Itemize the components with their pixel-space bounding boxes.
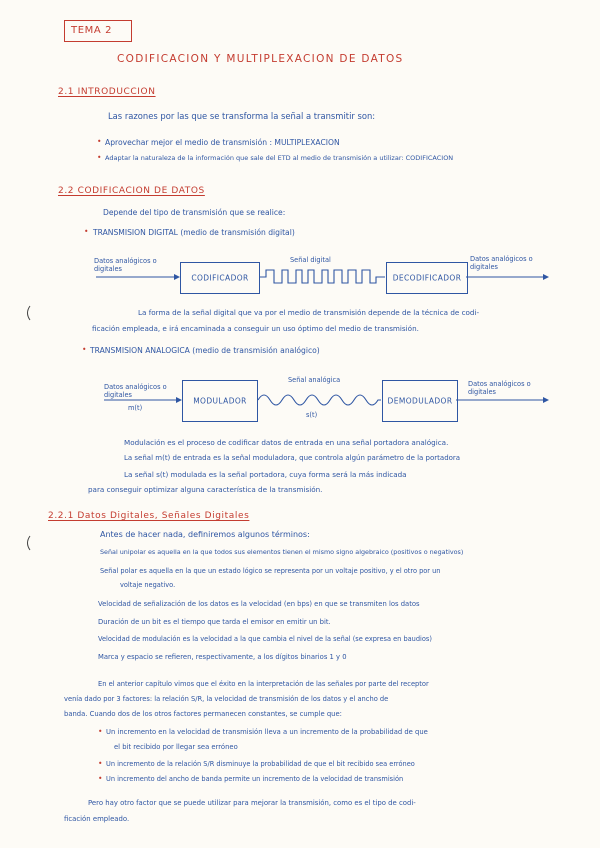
digital-bullet: TRANSMISION DIGITAL (medio de transmisión digital)	[93, 228, 295, 237]
closing-paragraph-line-1: Pero hay otro factor que se puede utilizar para mejorar la transmisión, como es el tipo de codi-	[88, 799, 416, 807]
effect-bullet-3: Un incremento del ancho de banda permite un incremento de la velocidad de transmisión	[106, 775, 404, 783]
definition-polar-line-2: voltaje negativo.	[120, 581, 176, 589]
analog-input-label: Datos analógicos o digitales	[104, 383, 167, 399]
analog-st-label: s(t)	[306, 411, 318, 419]
definition-polar-line-1: Señal polar es aquella en la que un estado lógico se representa por un voltaje positivo, y el otro por un	[100, 567, 441, 575]
tema-label: TEMA 2	[71, 25, 113, 36]
analog-sine-wave	[258, 395, 381, 405]
decoder-label: DECODIFICADOR	[392, 273, 462, 283]
bullet-dot: •	[98, 727, 104, 736]
closing-paragraph-line-2: ficación empleado.	[64, 815, 130, 823]
definition-modulation-rate: Velocidad de modulación es la velocidad a la que cambia el nivel de la señal (se expresa en baudios)	[98, 635, 432, 643]
s21-intro: Las razones por las que se transforma la señal a transmitir son:	[108, 111, 376, 121]
digital-paragraph-line-1: La forma de la señal digital que va por el medio de transmisión depende de la técnica de codi-	[138, 308, 480, 317]
analog-mt-label: m(t)	[128, 404, 143, 412]
effect-bullet-1-line-1: Un incremento en la velocidad de transmisión lleva a un incremento de la probabilidad de que	[106, 728, 428, 736]
modulation-line-4: para conseguir optimizar alguna característica de la transmisión.	[88, 485, 323, 494]
factors-paragraph-line-1: En el anterior capítulo vimos que el éxito en la interpretación de las señales por parte del receptor	[98, 680, 429, 688]
bullet-dot: •	[97, 153, 103, 162]
section-heading-2-1: 2.1 INTRODUCCION	[58, 87, 156, 97]
analog-bullet: TRANSMISION ANALOGICA (medio de transmisión analógico)	[90, 346, 320, 355]
factors-paragraph-line-2: venía dado por 3 factores: la relación S/R, la velocidad de transmisión de los datos y el ancho de	[64, 695, 389, 703]
margin-mark	[28, 536, 31, 550]
bullet-dot: •	[97, 137, 103, 146]
bullet-dot: •	[98, 774, 104, 783]
modulation-line-3: La señal s(t) modulada es la señal portadora, cuya forma será la más indicada	[124, 470, 407, 479]
page-title: CODIFICACION Y MULTIPLEXACION DE DATOS	[117, 53, 404, 65]
s21-bullet-2: Adaptar la naturaleza de la información que sale del ETD al medio de transmisión a utilizar: CODIFICACION	[105, 154, 454, 162]
digital-input-label: Datos analógicos o digitales	[94, 257, 157, 273]
digital-signal-label: Señal digital	[290, 256, 331, 264]
definition-signaling-rate: Velocidad de señalización de los datos es la velocidad (en bps) en que se transmiten los datos	[98, 600, 420, 608]
definition-unipolar: Señal unipolar es aquella en la que todos sus elementos tienen el mismo signo algebraico (positivos o negativos)	[100, 548, 464, 556]
digital-paragraph-line-2: ficación empleada, e irá encaminada a conseguir un uso óptimo del medio de transmisión.	[92, 324, 419, 333]
bullet-dot: •	[82, 345, 88, 354]
s21-bullet-1: Aprovechar mejor el medio de transmisión : MULTIPLEXACION	[105, 138, 340, 147]
factors-paragraph-line-3: banda. Cuando dos de los otros factores permanecen constantes, se cumple que:	[64, 710, 342, 718]
section-heading-2-2: 2.2 CODIFICACION DE DATOS	[58, 186, 205, 196]
s22-intro: Depende del tipo de transmisión que se realice:	[103, 208, 286, 217]
margin-mark	[28, 306, 31, 320]
definition-mark-space: Marca y espacio se refieren, respectivamente, a los dígitos binarios 1 y 0	[98, 653, 347, 661]
effect-bullet-1-line-2: el bit recibido por llegar sea erróneo	[114, 743, 238, 751]
digital-square-wave	[260, 270, 385, 283]
s221-intro: Antes de hacer nada, definiremos algunos términos:	[100, 530, 310, 539]
analog-output-label: Datos analógicos o digitales	[468, 380, 531, 396]
modulator-label: MODULADOR	[193, 396, 247, 406]
encoder-label: CODIFICADOR	[191, 273, 249, 283]
bullet-dot: •	[98, 759, 104, 768]
definition-bit-duration: Duración de un bit es el tiempo que tarda el emisor en emitir un bit.	[98, 618, 331, 626]
modulation-line-2: La señal m(t) de entrada es la señal moduladora, que controla algún parámetro de la portadora	[124, 454, 461, 462]
section-heading-2-2-1: 2.2.1 Datos Digitales, Señales Digitales	[48, 511, 250, 521]
demodulator-label: DEMODULADOR	[387, 396, 453, 406]
digital-output-label: Datos analógicos o digitales	[470, 255, 533, 271]
effect-bullet-2: Un incremento de la relación S/R disminuye la probabilidad de que el bit recibido sea erróneo	[106, 760, 415, 768]
modulation-line-1: Modulación es el proceso de codificar datos de entrada en una señal portadora analógica.	[124, 438, 449, 447]
bullet-dot: •	[84, 227, 90, 236]
analog-signal-label: Señal analógica	[288, 376, 341, 384]
